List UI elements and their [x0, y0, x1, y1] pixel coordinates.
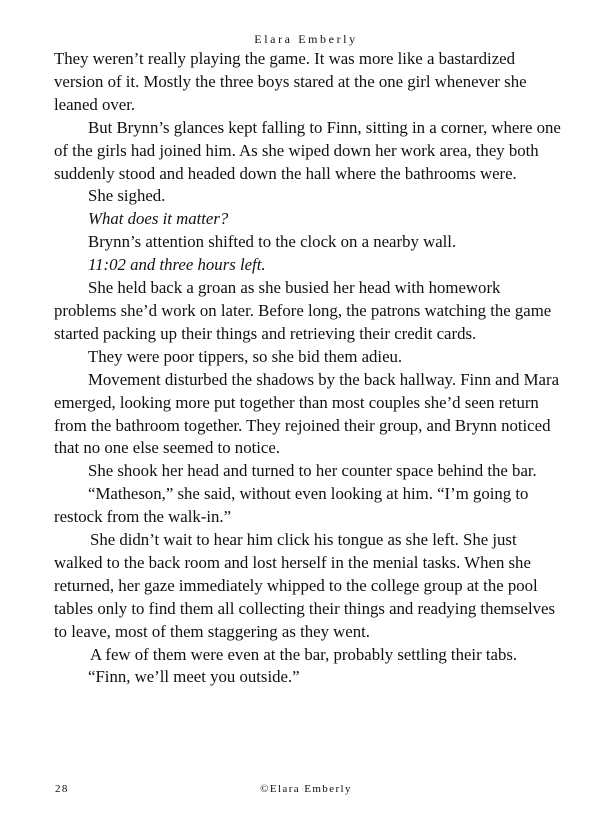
- body-text: [54, 48, 564, 689]
- page-footer: [0, 782, 612, 796]
- copyright-notice: ©Elara Emberly: [260, 783, 352, 795]
- running-header: Elara Emberly: [254, 32, 358, 46]
- italic-text: What does it matter?: [88, 209, 229, 229]
- paragraph: She shook her head and turned to her counter space behind the bar.: [88, 461, 537, 481]
- paragraph: She didn’t wait to hear him click his tongue as she left. She just walked to the back room and lost herself in the menial tasks. When she returned, her gaze immediately whipped to the college group at the pool tables only to find them all collecting their things and readying themselves to leave, most of them staggering as they went.: [54, 530, 555, 641]
- paragraph-italic-time: [54, 254, 564, 277]
- paragraph: She held back a groan as she busied her head with homework problems she’d work on later. Before long, the patrons watching the game started packing up their things and retrieving their credit cards.: [54, 278, 552, 343]
- paragraph-italic-thought: [54, 208, 564, 231]
- paragraph: “Matheson,” she said, without even looking at him. “I’m going to restock from the walk-in.”: [54, 484, 529, 527]
- paragraph: A few of them were even at the bar, probably settling their tabs.: [90, 644, 518, 664]
- paragraph: Brynn’s attention shifted to the clock on a nearby wall.: [88, 232, 457, 252]
- paragraph: Movement disturbed the shadows by the back hallway. Finn and Mara emerged, looking more put together than most couples she’d seen return from the bathroom together. They rejoined their group, and Brynn noticed that no one else seemed to notice.: [54, 369, 560, 458]
- paragraph: They weren’t really playing the game. It was more like a bastardized version of it. Mostly the three boys stared at the one girl whenever she leaned over.: [54, 49, 527, 114]
- italic-text: 11:02 and three hours left.: [88, 255, 266, 275]
- paragraph: But Brynn’s glances kept falling to Finn, sitting in a corner, where one of the girls had joined him. As she wiped down her work area, they both suddenly stood and headed down the hall where the bathrooms were.: [54, 117, 561, 183]
- page-number: 28: [55, 783, 69, 795]
- paragraph: She sighed.: [88, 186, 166, 206]
- paragraph: “Finn, we’ll meet you outside.”: [88, 667, 300, 687]
- paragraph: They were poor tippers, so she bid them adieu.: [88, 346, 403, 366]
